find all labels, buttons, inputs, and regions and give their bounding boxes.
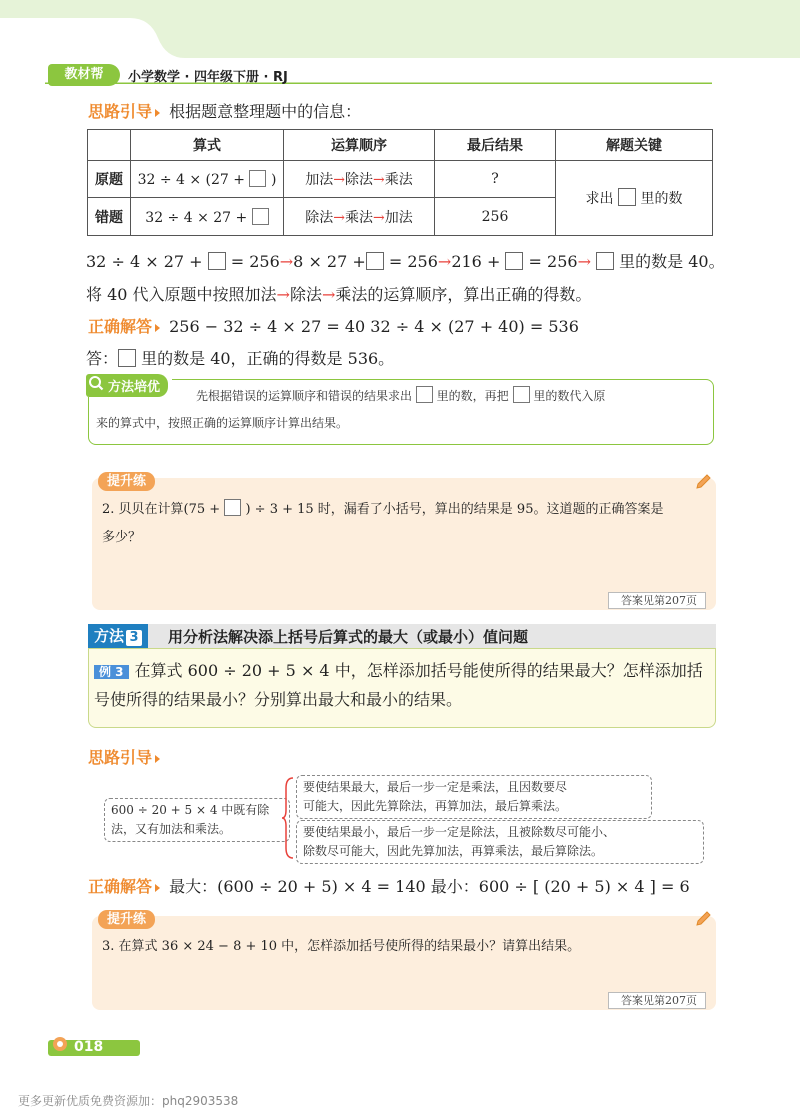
magnifier-icon xyxy=(88,375,104,391)
col-header: 最后结果 xyxy=(435,130,556,161)
max-analysis-box: 要使结果最大，最后一步一定是乘法，且因数要尽 可能大，因此先算除法，再算加法，最后算乘法。 xyxy=(296,775,652,819)
min-analysis-box: 要使结果最小，最后一步一定是除法，且被除数尽可能小、 除数尽可能大，因此先算加法，再算乘法，最后算除法。 xyxy=(296,820,704,864)
arrow-icon: → xyxy=(437,252,452,271)
pencil-icon xyxy=(694,910,712,928)
brand-badge: 教材帮 xyxy=(48,64,120,86)
header-band xyxy=(0,0,800,84)
pencil-icon xyxy=(694,473,712,491)
section-title: 用分析法解决添上括号后算式的最大（或最小）值问题 xyxy=(168,628,529,646)
header-title: 小学数学 · 四年级下册 · RJ xyxy=(128,70,288,85)
blank-box xyxy=(249,170,266,187)
blank-box xyxy=(513,386,530,403)
blank-box xyxy=(118,349,136,367)
correct-answer-2: 正确解答 最大：(600 ÷ 20 + 5) × 4 = 140 最小：600 ÷ [ (20 + 5) × 4 ] = 6 xyxy=(88,877,690,896)
page-number-badge xyxy=(46,1036,142,1062)
example-text: 例 3 在算式 600 ÷ 20 + 5 × 4 中，怎样添加括号能使所得的结果最大？怎样添加括 号使所得的结果最小？分别算出最大和最小的结果。 xyxy=(94,661,703,709)
col-header: 算式 xyxy=(131,130,284,161)
page-number: 018 xyxy=(74,1039,104,1055)
answer-ref-2: 答案见第207页 xyxy=(608,989,706,1008)
arrow-icon: → xyxy=(577,252,591,271)
blank-box xyxy=(208,252,226,270)
section-label: 方法 3 xyxy=(88,624,148,648)
answer-ref-1: 答案见第207页 xyxy=(608,589,706,608)
blank-box xyxy=(618,188,636,206)
arrow-icon: → xyxy=(333,172,345,188)
blank-box xyxy=(252,208,269,225)
thinking-guide-2: 思路引导 xyxy=(88,745,160,768)
arrow-icon: → xyxy=(279,252,294,271)
practice-question-2: 3. 在算式 36 × 24 − 8 + 10 中，怎样添加括号使所得的结果最小？请算出结果。 xyxy=(102,939,581,954)
analysis-box: 600 ÷ 20 + 5 × 4 中既有除 法，又有加法和乘法。 xyxy=(104,798,290,842)
order-cell: 除法→乘法→加法 xyxy=(284,198,435,236)
thinking-text: 根据题意整理题中的信息： xyxy=(169,102,362,121)
method-label: 方法培优 xyxy=(86,374,172,397)
blank-box xyxy=(224,499,241,516)
thinking-tag: 思路引导 xyxy=(88,102,153,121)
arrow-icon: → xyxy=(276,285,290,304)
blank-box xyxy=(366,252,384,270)
table-row xyxy=(88,161,713,198)
col-header: 解题关键 xyxy=(556,130,713,161)
brace-icon xyxy=(281,776,295,860)
method-text-2: 来的算式中，按照正确的运算顺序计算出结果。 xyxy=(96,416,349,430)
tag-arrow-icon xyxy=(155,755,160,763)
correct-answer-1 xyxy=(88,314,579,337)
arrow-icon: → xyxy=(333,209,345,226)
thinking-guide-1 xyxy=(88,99,361,122)
conclusion-line: 答： 里的数是 40，正确的得数是 536。 xyxy=(86,349,395,368)
blank-box xyxy=(505,252,523,270)
practice-tag-2: 提升练 xyxy=(98,908,155,927)
arrow-icon: → xyxy=(373,209,385,226)
tag-arrow-icon xyxy=(155,884,160,892)
row-label: 错题 xyxy=(88,198,131,236)
practice-question-1: 2. 贝贝在计算(75 + ) ÷ 3 + 15 时，漏看了小括号，算出的结果是 95。这道题的正确答案是 多少？ xyxy=(102,496,708,552)
arrow-icon: → xyxy=(373,172,385,188)
answer-tag: 正确解答 xyxy=(88,317,153,336)
result-cell: ? xyxy=(435,161,556,198)
key-cell: 求出 里的数 xyxy=(556,161,713,236)
info-table xyxy=(87,129,713,236)
result-cell: 256 xyxy=(435,198,556,236)
answer-text: 256 − 32 ÷ 4 × 27 = 40 32 ÷ 4 × (27 + 40) = 536 xyxy=(169,317,579,336)
order-cell: 加法→除法→乘法 xyxy=(284,161,435,198)
blank-box xyxy=(416,386,433,403)
row-label: 原题 xyxy=(88,161,131,198)
arrow-icon: → xyxy=(321,285,336,304)
tag-arrow-icon xyxy=(155,109,160,117)
footer-text: 更多更新优质免费资源加：phq2903538 xyxy=(18,1094,239,1108)
solution-line-2: 将 40 代入原题中按照加法→除法→乘法的运算顺序，算出正确的得数。 xyxy=(86,285,592,304)
blank-box xyxy=(596,252,614,270)
expr-cell: 32 ÷ 4 × 27 + xyxy=(131,198,284,236)
example-tag: 例 3 xyxy=(94,665,129,679)
tag-arrow-icon xyxy=(155,324,160,332)
method-text-1: 先根据错误的运算顺序和错误的结果求出 里的数，再把 里的数代入原 xyxy=(196,383,605,410)
solution-line-1: 32 ÷ 4 × 27 + = 256→8 × 27 + = 256→216 + = 256→ 里的数是 40。 xyxy=(86,252,725,271)
col-header: 运算顺序 xyxy=(284,130,435,161)
expr-cell: 32 ÷ 4 × (27 + ) xyxy=(131,161,284,198)
practice-tag-1: 提升练 xyxy=(98,470,155,489)
